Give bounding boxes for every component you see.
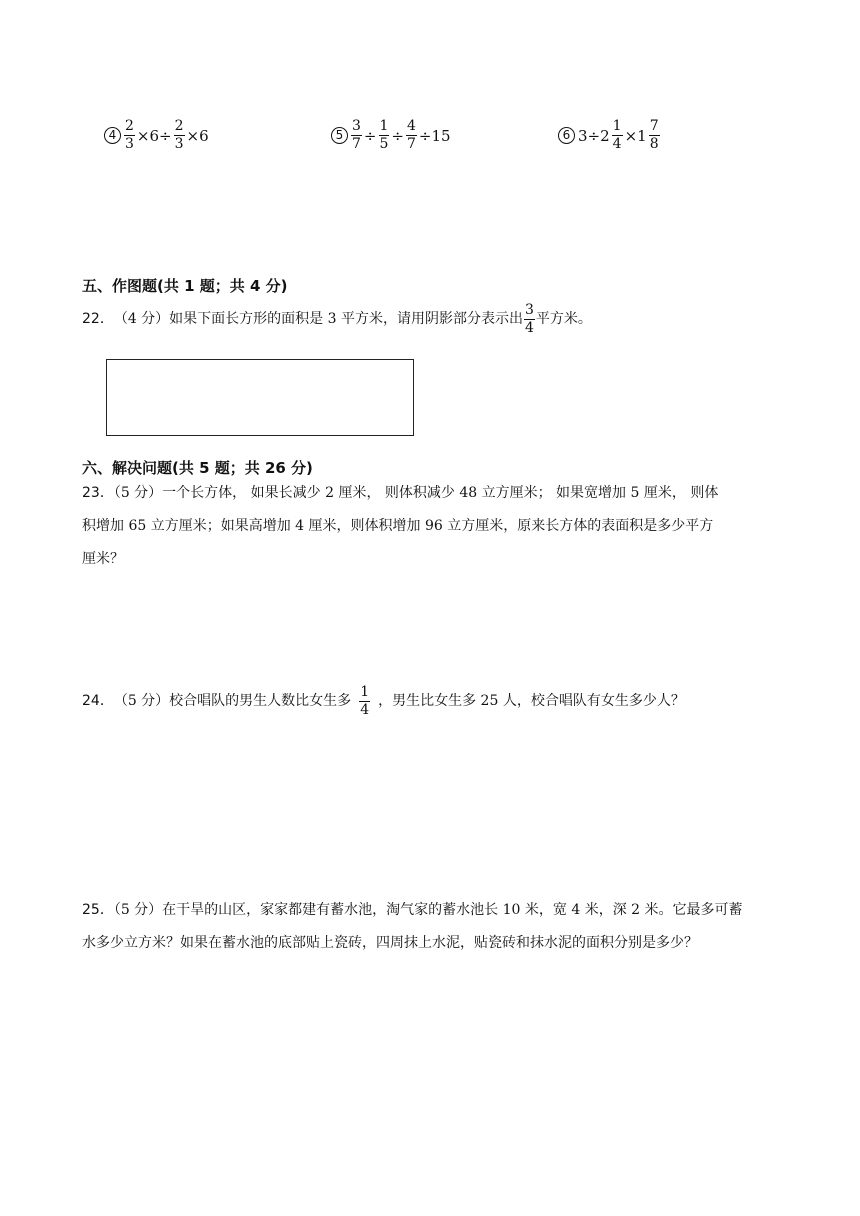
fraction xyxy=(351,118,362,153)
operator: ×6÷ xyxy=(136,126,172,145)
fraction xyxy=(649,118,660,153)
section-title-drawing: 五、作图题(共 1 题；共 4 分) xyxy=(82,277,288,295)
fraction xyxy=(406,118,417,153)
operator: ÷ xyxy=(363,126,377,145)
question-23 xyxy=(82,477,812,576)
fraction xyxy=(124,118,135,153)
fraction-denominator: 5 xyxy=(379,136,389,152)
fraction xyxy=(524,302,535,337)
operator: 3÷2 xyxy=(578,126,610,145)
fraction-numerator: 3 xyxy=(525,302,534,318)
question-line: 厘米？ xyxy=(82,551,124,567)
question-text-end: ，男生比女生多 25 人，校合唱队有女生多少人？ xyxy=(378,693,685,709)
fraction xyxy=(379,118,390,153)
expression-5 xyxy=(331,118,452,153)
question-number: 23． xyxy=(82,485,114,501)
fraction-denominator: 4 xyxy=(612,136,622,152)
fraction-numerator: 3 xyxy=(352,118,361,134)
question-line: 积增加 65 立方厘米；如果高增加 4 厘米，则体积增加 96 立方厘米，原来长方体的表面积是多少平方 xyxy=(82,518,714,534)
operator: ×6 xyxy=(186,126,209,145)
question-22 xyxy=(82,302,592,337)
question-number: 25． xyxy=(82,902,114,918)
fraction-denominator: 3 xyxy=(174,136,184,152)
question-line: 水多少立方米？如果在蓄水池的底部贴上瓷砖，四周抹上水泥，贴瓷砖和抹水泥的面积分别是多少？ xyxy=(82,935,698,951)
fraction-numerator: 1 xyxy=(360,684,370,700)
operator: ÷15 xyxy=(418,126,451,145)
question-25 xyxy=(82,894,812,960)
fraction xyxy=(359,684,370,719)
circled-number: 4 xyxy=(104,127,121,144)
question-number: 22． xyxy=(82,311,114,327)
question-24 xyxy=(82,684,685,719)
fraction-denominator: 7 xyxy=(407,136,416,152)
question-text: （5 分）校合唱队的男生人数比女生多 xyxy=(113,693,352,709)
fraction-denominator: 8 xyxy=(649,136,659,152)
fraction-denominator: 4 xyxy=(360,702,370,718)
question-line: （5 分）一个长方体， 如果长减少 2 厘米， 则体积减少 48 立方厘米； 如果宽增加 5 厘米， 则体 xyxy=(113,485,719,501)
fraction-denominator: 4 xyxy=(525,320,534,336)
expression-4 xyxy=(104,118,210,153)
fraction-denominator: 7 xyxy=(352,136,361,152)
fraction-numerator: 1 xyxy=(379,118,389,134)
circled-number: 6 xyxy=(558,127,575,144)
fraction-numerator: 4 xyxy=(407,118,416,134)
fraction-numerator: 2 xyxy=(174,118,184,134)
question-text: （4 分）如果下面长方形的面积是 3 平方米，请用阴影部分表示出 xyxy=(113,311,523,327)
fraction-numerator: 2 xyxy=(125,118,134,134)
rectangle-figure xyxy=(106,359,414,436)
section-title-problems: 六、解决问题(共 5 题；共 26 分) xyxy=(82,459,313,477)
fraction-numerator: 7 xyxy=(649,118,659,134)
fraction xyxy=(612,118,623,153)
question-number: 24． xyxy=(82,693,114,709)
operator: ÷ xyxy=(391,126,404,145)
operator: ×1 xyxy=(624,126,647,145)
fraction-denominator: 3 xyxy=(125,136,134,152)
question-line: （5 分）在干旱的山区，家家都建有蓄水池，淘气家的蓄水池长 10 米，宽 4 米，深 2 米。它最多可蓄 xyxy=(113,902,743,918)
fraction xyxy=(174,118,185,153)
question-text-end: 平方米。 xyxy=(535,311,592,327)
circled-number: 5 xyxy=(331,127,348,144)
expression-6 xyxy=(558,118,661,153)
fraction-numerator: 1 xyxy=(612,118,622,134)
